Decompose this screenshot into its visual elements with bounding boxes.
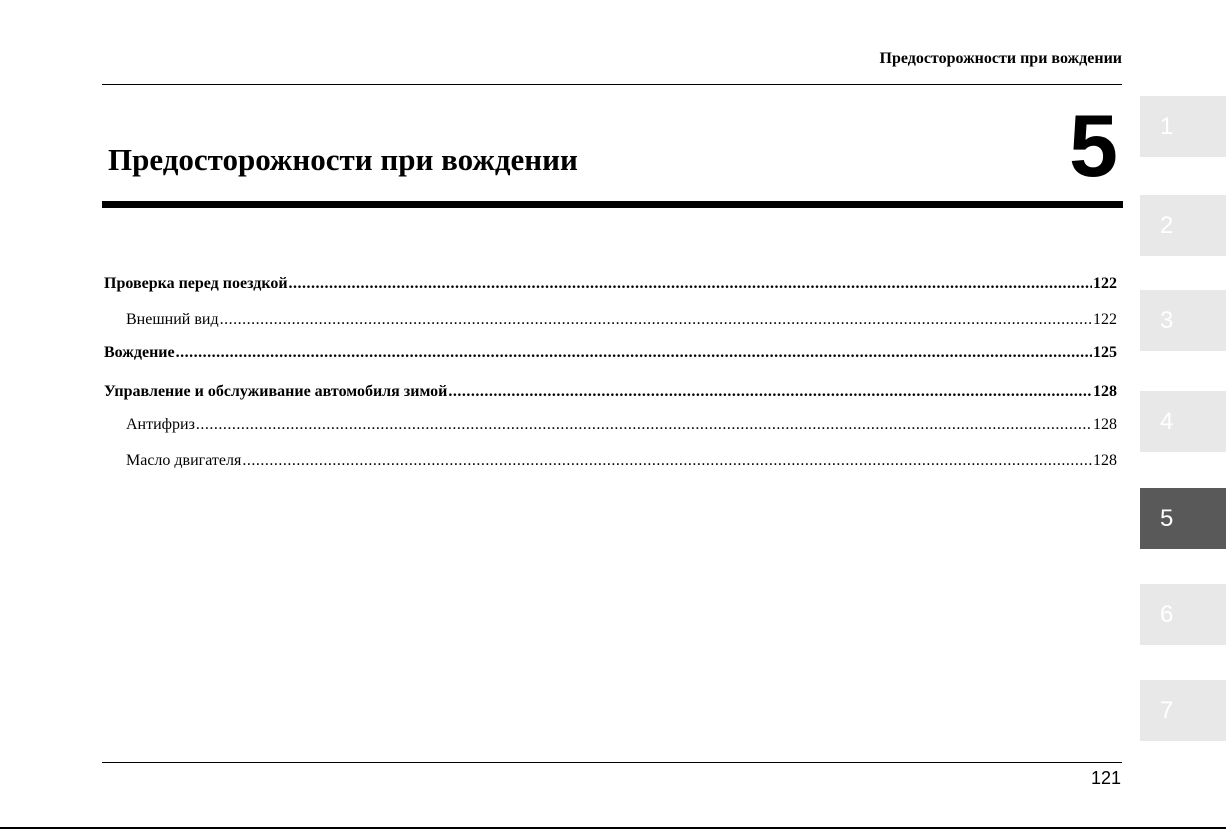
toc-entry-antifreeze[interactable] — [104, 415, 1117, 435]
chapter-number: 5 — [1069, 96, 1118, 195]
toc-leader-dots — [448, 382, 1092, 402]
chapter-tab-5-active[interactable]: 5 — [1140, 488, 1226, 549]
toc-entry-label[interactable]: Вождение — [104, 344, 175, 361]
toc-leader-dots — [196, 415, 1092, 435]
toc-entry-label[interactable]: Проверка перед поездкой — [104, 275, 288, 292]
toc-page-number: 128 — [1093, 383, 1117, 400]
chapter-tab-3[interactable]: 3 — [1140, 290, 1226, 351]
chapter-tab-7[interactable]: 7 — [1140, 680, 1226, 741]
chapter-tab-6[interactable]: 6 — [1140, 584, 1226, 645]
running-header: Предосторожности при вождении — [879, 50, 1122, 67]
toc-entry-label[interactable]: Масло двигателя — [126, 452, 242, 469]
toc-page-number: 128 — [1093, 452, 1117, 469]
chapter-tab-4[interactable]: 4 — [1140, 391, 1226, 452]
toc-entry-engine-oil[interactable] — [104, 451, 1117, 471]
toc-page-number: 128 — [1093, 416, 1117, 433]
toc-entry-label[interactable]: Управление и обслуживание автомобиля зимой — [104, 383, 448, 400]
chapter-tab-1[interactable]: 1 — [1140, 96, 1226, 157]
toc-entry-exterior[interactable] — [104, 310, 1117, 330]
toc-entry-label[interactable]: Внешний вид — [126, 311, 219, 328]
header-divider — [102, 84, 1122, 85]
toc-entry-winter-care[interactable] — [104, 382, 1117, 402]
toc-leader-dots — [242, 451, 1092, 471]
chapter-tab-2[interactable]: 2 — [1140, 195, 1226, 256]
toc-entry-pre-trip-check[interactable] — [104, 274, 1117, 294]
toc-entry-label[interactable]: Антифриз — [126, 416, 195, 433]
chapter-title-underline — [102, 201, 1123, 208]
chapter-title: Предосторожности при вождении — [108, 142, 578, 177]
toc-entry-driving[interactable] — [104, 343, 1117, 363]
toc-page-number: 125 — [1093, 344, 1117, 361]
toc-leader-dots — [176, 343, 1092, 363]
toc-leader-dots — [289, 274, 1092, 294]
toc-page-number: 122 — [1093, 311, 1117, 328]
toc-page-number: 122 — [1093, 275, 1117, 292]
page-number: 121 — [1090, 768, 1121, 788]
footer-divider — [102, 762, 1122, 763]
toc-leader-dots — [220, 310, 1092, 330]
